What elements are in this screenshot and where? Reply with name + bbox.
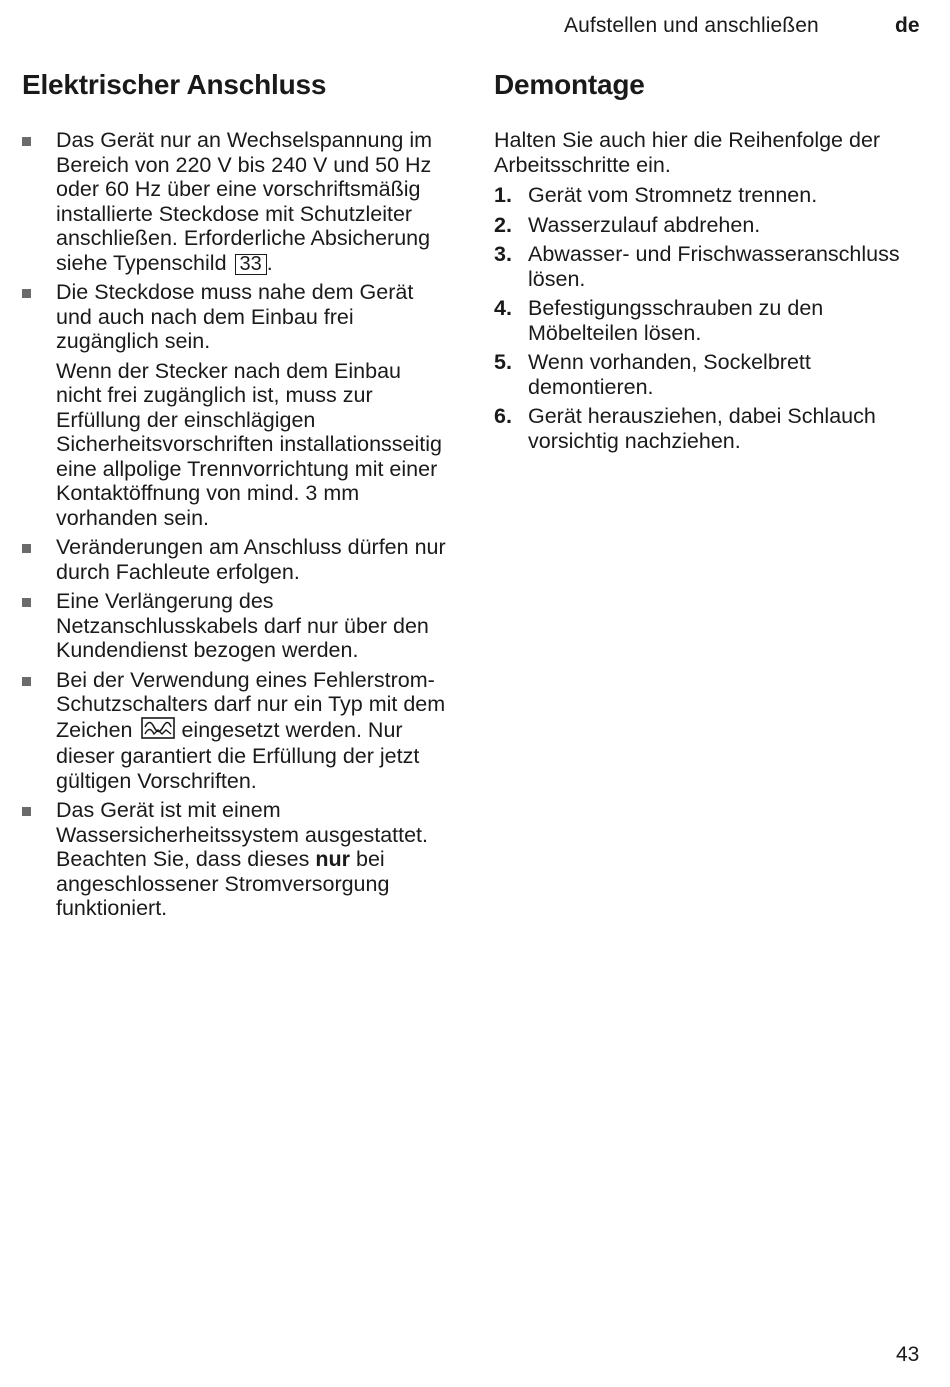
intro-paragraph: Halten Sie auch hier die Reihenfolge der Arbeitsschritte ein. (494, 128, 881, 177)
square-bullet-icon (22, 677, 31, 686)
step-number: 2. (494, 212, 512, 237)
header-section-title: Aufstellen und anschließen (564, 14, 819, 37)
bullet-item (22, 280, 450, 354)
emphasis-text: nur (315, 847, 351, 871)
bullet-text-end: . (266, 250, 273, 275)
step-item (494, 242, 924, 291)
figure-reference-box: 33 (235, 254, 267, 275)
continuation-paragraph: Wenn der Stecker nach dem Einbau nicht frei zugänglich ist, muss zur Erfüllung der einschlägigen Sicherheitsvorschriften installationsseitig eine allpolige Trennvorrichtung mit einer Kontaktöffnung von mind. 3 mm vorhanden sein. (56, 358, 442, 530)
electrical-connection-heading: Elektrischer Anschluss (22, 69, 327, 100)
step-text: Gerät herausziehen, dabei Schlauch vorsichtig nachziehen. (528, 404, 876, 453)
dismantling-heading: Demontage (494, 69, 645, 100)
bullet-item (22, 668, 450, 794)
step-number: 3. (494, 242, 512, 266)
step-number: 4. (494, 296, 512, 320)
bullet-item (22, 535, 450, 584)
step-item (494, 183, 924, 208)
step-item (494, 350, 924, 399)
step-number: 6. (494, 404, 512, 428)
step-text: Abwasser- und Frischwasseranschluss lösen. (528, 242, 900, 291)
step-text: Gerät vom Stromnetz trennen. (528, 183, 818, 207)
step-item (494, 404, 924, 453)
page-number: 43 (896, 1343, 920, 1366)
bullet-text: Veränderungen am Anschluss dürfen nur durch Fachleute erfolgen. (56, 535, 446, 584)
step-text: Befestigungsschrauben zu den Möbelteilen lösen. (528, 296, 824, 345)
electrical-connection-section (22, 128, 450, 926)
bullet-text: Eine Verlängerung des Netzanschlusskabels darf nur über den Kundendienst bezogen werden. (56, 589, 429, 662)
step-text: Wenn vorhanden, Sockelbrett demontieren. (528, 350, 811, 399)
square-bullet-icon (22, 137, 31, 146)
bullet-item (22, 589, 450, 663)
bullet-text: Bei der Verwendung eines Fehlerstrom-Schutzschalters darf nur ein Typ mit dem Zeichen (56, 667, 446, 742)
step-item (494, 213, 924, 238)
bullet-text: Das Gerät nur an Wechselspannung im Bereich von 220 V bis 240 V und 50 Hz oder 60 Hz über eine vorschriftsmäßig installierte Steckdose mit Schutzleiter anschließen. Erforderliche Absicherung siehe Typenschild (56, 128, 433, 275)
square-bullet-icon (22, 598, 31, 607)
bullet-item (22, 798, 450, 921)
step-text: Wasserzulauf abdrehen. (528, 212, 761, 237)
step-number: 1. (494, 183, 512, 207)
bullet-text: Die Steckdose muss nahe dem Gerät und auch nach dem Einbau frei zugänglich sein. (56, 280, 414, 353)
step-item (494, 296, 924, 345)
dismantling-section (494, 128, 924, 458)
bullet-text-cont: eingesetzt werden. Nur dieser garantiert die Erfüllung der jetzt gültigen Vorschriften. (56, 717, 420, 793)
step-number: 5. (494, 350, 512, 374)
rcd-symbol-icon (141, 717, 175, 745)
square-bullet-icon (22, 807, 31, 816)
square-bullet-icon (22, 544, 31, 553)
square-bullet-icon (22, 289, 31, 298)
bullet-text-cont: bei angeschlossener Stromversorgung funktioniert. (56, 847, 390, 920)
bullet-text: Das Gerät ist mit einem Wassersicherheitssystem ausgestattet. Beachten Sie, dass dieses (56, 798, 429, 871)
bullet-item (22, 128, 450, 275)
header-language: de (895, 14, 920, 37)
